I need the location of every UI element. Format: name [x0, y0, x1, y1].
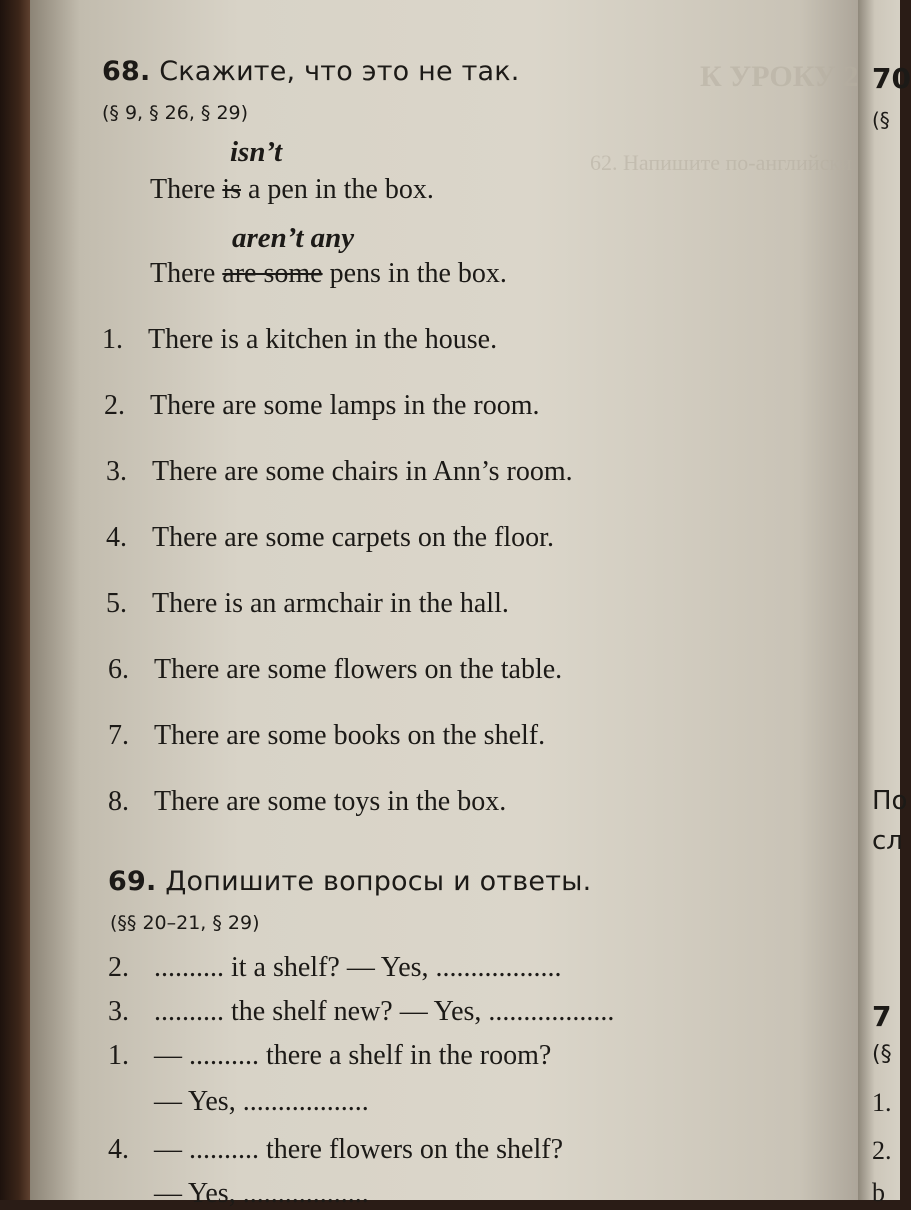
- adjacent-page-text: 7: [872, 1000, 892, 1033]
- example-1-struck-word: is: [222, 174, 241, 205]
- example-2-before: There: [150, 258, 216, 289]
- show-through-header: К УРОКУ 2: [700, 60, 859, 93]
- example-2-after: pens in the box.: [329, 258, 507, 289]
- exercise-69-refs: (§§ 20–21, § 29): [110, 912, 260, 934]
- example-2-correction: aren’t any: [232, 222, 355, 254]
- list-item: 6. There are some flowers on the table.: [108, 654, 563, 685]
- example-1-before: There: [150, 174, 216, 205]
- example-1-sentence: [150, 174, 434, 206]
- list-item: 8. There are some toys in the box.: [108, 786, 507, 817]
- exercise-68-refs: (§ 9, § 26, § 29): [102, 102, 249, 124]
- list-item: 7. There are some books on the shelf.: [108, 720, 546, 751]
- adjacent-page-text: 1.: [872, 1088, 892, 1117]
- adjacent-page-text: сл: [872, 826, 903, 856]
- list-item: 4. There are some carpets on the floor.: [106, 522, 554, 553]
- adjacent-page-text: (§: [872, 108, 890, 132]
- example-2-sentence: [150, 258, 507, 290]
- list-item: 3. There are some chairs in Ann’s room.: [106, 456, 573, 487]
- adjacent-page-text: По: [872, 786, 908, 816]
- list-item: — Yes, ..................: [154, 1086, 369, 1117]
- show-through: 62. Напишите по-английски: [590, 150, 852, 175]
- book-binding: [0, 0, 34, 1200]
- adjacent-page-text: 70: [872, 62, 911, 95]
- adjacent-page-text: b: [872, 1178, 885, 1207]
- list-item: 4. — .......... there flowers on the shelf?: [108, 1134, 563, 1165]
- list-item: 2. .......... it a shelf? — Yes, ..................: [108, 952, 562, 983]
- exercise-68-title: [102, 56, 520, 87]
- exercise-69-number: 69.: [108, 866, 157, 897]
- textbook-page: [30, 0, 866, 1209]
- example-1-correction: isn’t: [230, 136, 283, 168]
- adjacent-page-text: 2.: [872, 1136, 892, 1165]
- adjacent-page-text: (§: [872, 1042, 892, 1067]
- exercise-69-instruction: Допишите вопросы и ответы.: [165, 866, 592, 897]
- example-2-struck-words: are some: [222, 258, 323, 289]
- exercise-69-title: [108, 866, 591, 897]
- example-1-after: a pen in the box.: [247, 174, 434, 205]
- list-item: 2. There are some lamps in the room.: [104, 390, 540, 421]
- adjacent-page-edge: [858, 0, 911, 1207]
- list-item: 1. — .......... there a shelf in the room?: [108, 1040, 552, 1071]
- list-item: 5. There is an armchair in the hall.: [106, 588, 509, 619]
- list-item: — Yes, ..................: [154, 1178, 369, 1209]
- exercise-68-number: 68.: [102, 56, 151, 87]
- exercise-68-instruction: Скажите, что это не так.: [159, 56, 520, 87]
- list-item: 3. .......... the shelf new? — Yes, ..................: [108, 996, 615, 1027]
- list-item: 1. There is a kitchen in the house.: [102, 324, 498, 355]
